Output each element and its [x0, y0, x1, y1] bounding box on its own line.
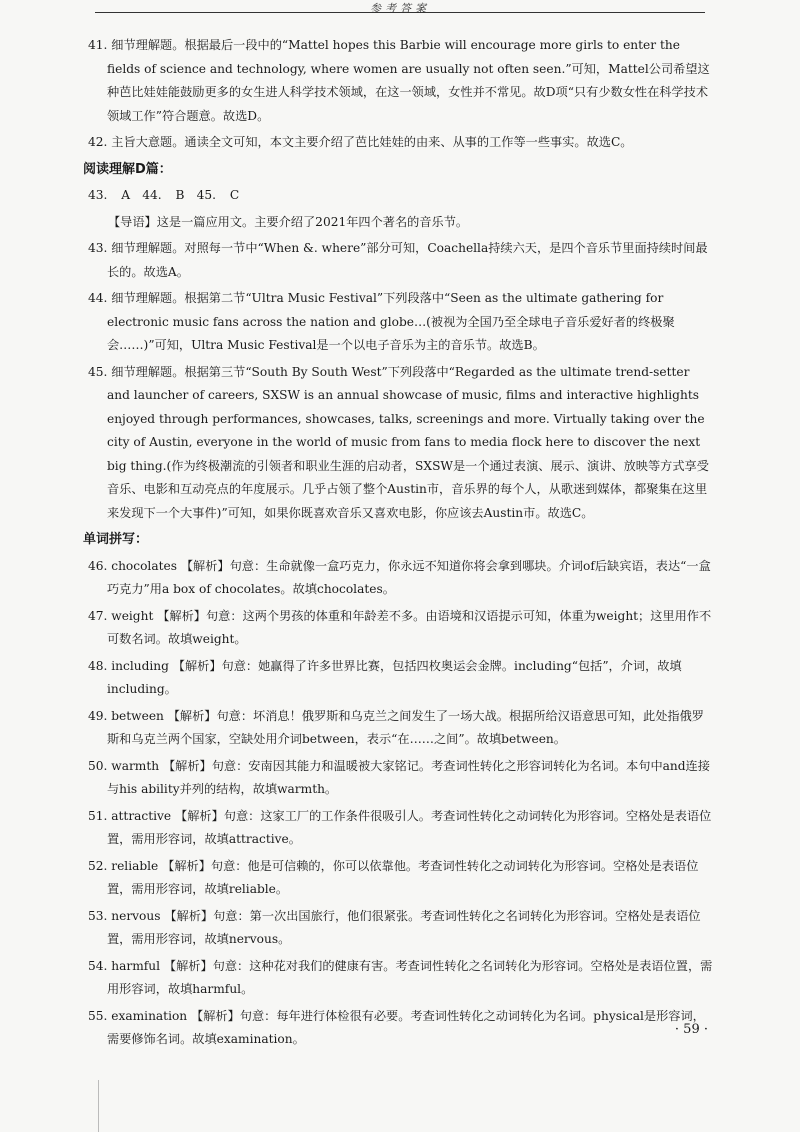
intro-note: 【导语】这是一篇应用文。主要介绍了2021年四个著名的音乐节。 — [108, 214, 469, 229]
answer-52: 52. reliable 【解析】句意：他是可信赖的，你可以依靠他。考查词性转化之动词转化为形容词。空格处是表语位置，需用形容词，故填reliable。 — [88, 858, 699, 896]
answer-49: 49. between 【解析】句意：坏消息！俄罗斯和乌克兰之间发生了一场大战。根据所给汉语意思可知，此处指俄罗斯和乌克兰两个国家，空缺处用介词between，表示“在……之间”。故填between。 — [88, 708, 704, 746]
answer-50: 50. warmth 【解析】句意：安南因其能力和温暖被大家铭记。考查词性转化之形容词转化为名词。本句中and连接与his ability并列的结构，故填warmth。 — [88, 758, 710, 796]
section-heading-reading-d: 阅读理解D篇： — [83, 161, 172, 177]
document-body — [83, 34, 714, 1055]
answer-43: 43. 细节理解题。对照每一节中“When &. where”部分可知，Coachella持续六天，是四个音乐节里面持续时间最长的。故选A。 — [88, 241, 708, 279]
page-header-title: 参考答案 — [370, 2, 430, 15]
answer-47: 47. weight 【解析】句意：这两个男孩的体重和年龄差不多。由语境和汉语提示可知，体重为weight；这里用作不可数名词。故填weight。 — [88, 608, 712, 646]
answer-53: 53. nervous 【解析】句意：第一次出国旅行，他们很紧张。考查词性转化之名词转化为形容词。空格处是表语位置，需用形容词，故填nervous。 — [88, 908, 701, 946]
answer-45: 45. 细节理解题。根据第三节“South By South West”下列段落中“Regarded as the ultimate trend-setter and launcher of careers, SXSW is an annual showcase of music, films and interactive highlights enjoyed through performances, showcases, talks, screenings and more. Virtually taking over the city of Austin, everyone in the world of music from fans to media flock here to discover the next big thing.(作为终极潮流的引领者和职业生涯的启动者，SXSW是一个通过表演、展示、演讲、放映等方式享受音乐、电影和互动亮点的年度展示。几乎占领了整个Austin市，音乐界的每个人，从歌迷到媒体，都聚集在这里来发现下一个大事件)”可知，如果你既喜欢音乐又喜欢电影，你应该去Austin市。故选C。 — [88, 364, 709, 520]
answer-41: 41. 细节理解题。根据最后一段中的“Mattel hopes this Barbie will encourage more girls to enter the fields of science and technology, where women are usually not often seen.”可知，Mattel公司希望这种芭比娃娃能鼓励更多的女生进人科学技术领域，在这一领域，女性并不常见。故D项“只有少数女性在科学技术领域工作”符合题意。故选D。 — [88, 38, 710, 123]
answer-46: 46. chocolates 【解析】句意：生命就像一盒巧克力，你永远不知道你将会拿到哪块。介词of后缺宾语，表达“一盒巧克力”用a box of chocolates。故填chocolates。 — [88, 558, 711, 596]
page-number: · 59 · — [674, 1022, 708, 1037]
answer-44: 44. 细节理解题。根据第二节“Ultra Music Festival”下列段落中“Seen as the ultimate gathering for electronic music fans across the nation and globe…(被视为全国乃至全球电子音乐爱好者的终极聚会……)”可知，Ultra Music Festival是一个以电子音乐为主的音乐节。故选B。 — [88, 291, 675, 352]
answer-55: 55. examination 【解析】句意：每年进行体检很有必要。考查词性转化之动词转化为名词。physical是形容词，需要修饰名词。故填examination。 — [88, 1008, 705, 1046]
answer-42: 42. 主旨大意题。通读全文可知，本文主要介绍了芭比娃娃的由来、从事的工作等一些事实。故选C。 — [88, 135, 633, 149]
section-heading-spelling: 单词拼写： — [83, 532, 149, 547]
answer-48: 48. including 【解析】句意：她赢得了许多世界比赛，包括四枚奥运会金牌。including“包括”，介词，故填including。 — [88, 658, 682, 696]
binding-margin-line — [98, 1080, 99, 1132]
answer-51: 51. attractive 【解析】句意：这家工厂的工作条件很吸引人。考查词性转化之动词转化为形容词。空格处是表语位置，需用形容词，故填attractive。 — [88, 808, 712, 846]
answer-54: 54. harmful 【解析】句意：这种花对我们的健康有害。考查词性转化之名词转化为形容词。空格处是表语位置，需用形容词，故填harmful。 — [88, 958, 713, 996]
answer-key-43-45: 43. A 44. B 45. C — [88, 188, 240, 202]
